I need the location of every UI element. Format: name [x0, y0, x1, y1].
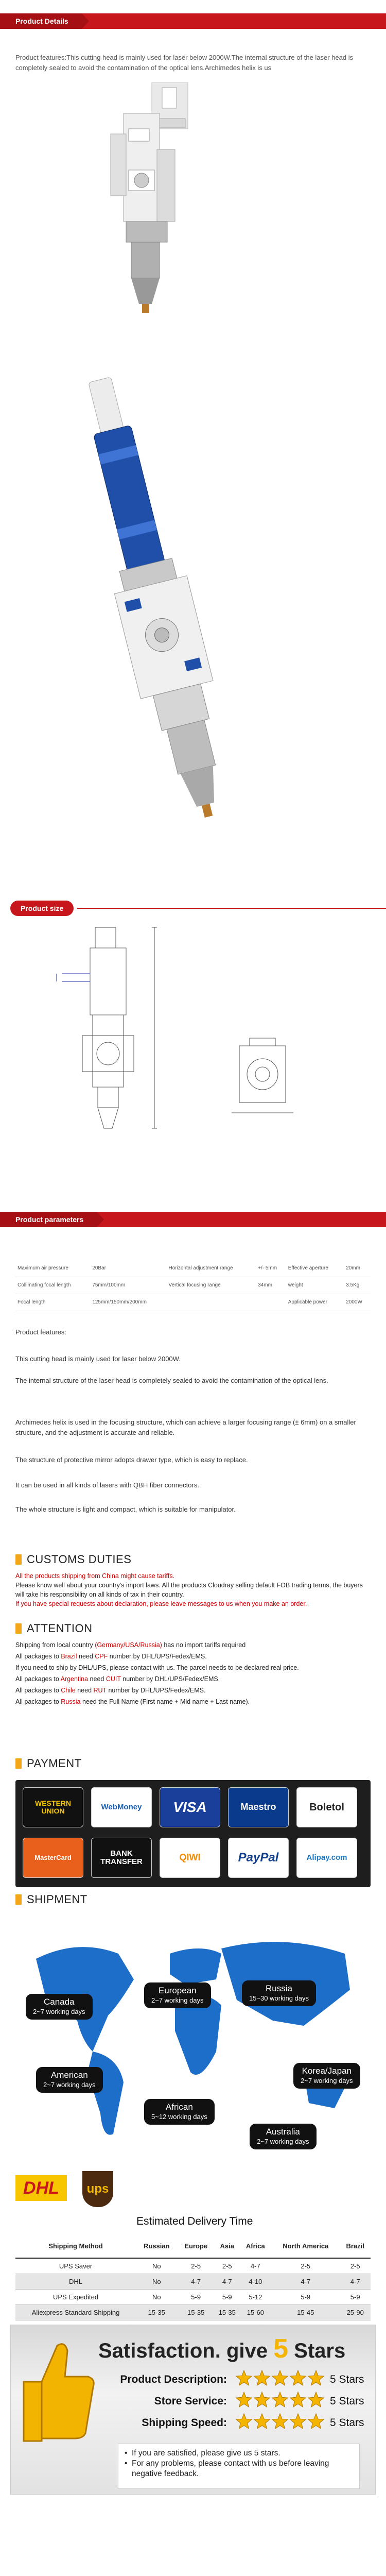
region-name: American: [50, 2070, 88, 2080]
table-cell: 4-7: [240, 2258, 272, 2274]
feedback-note: [118, 2444, 360, 2489]
customs-request: If you have special requests about declaration, please leave messages to us when you make an order.: [15, 1600, 307, 1607]
rating-value: 5 Stars: [330, 2417, 364, 2429]
delivery-title: Estimated Delivery Time: [136, 2215, 253, 2227]
table-header-row: [15, 2234, 371, 2258]
param-cell: +/- 5mm: [256, 1260, 286, 1277]
feature-item: The structure of protective mirror adopts drawer type, which is easy to replace.: [15, 1456, 248, 1464]
stars-graphic: [235, 2391, 327, 2410]
region-name: Russia: [266, 1984, 292, 1993]
table-cell: 4-7: [340, 2274, 371, 2289]
shipment-map: [15, 1918, 371, 2157]
star-rating: [235, 2413, 327, 2433]
table-row: [15, 1294, 371, 1311]
customs-body: Please know well about your country's import laws. All the products Cloudray selling default FOB trading terms, the buyers will take his responsibility on all kinds of tax in their country.: [15, 1582, 363, 1598]
star-icon: [272, 2414, 288, 2429]
intro-text: Product features:This cutting head is mainly used for laser below 2000W.The internal structure of the laser head is completely sealed to avoid the contamination of the optical lens.Archimedes helix is us: [15, 54, 354, 72]
satisfaction-title: [98, 2333, 345, 2364]
column-header: Africa: [240, 2234, 272, 2258]
customs-title: CUSTOMS DUTIES: [27, 1553, 132, 1566]
star-icon: [272, 2392, 288, 2407]
table-cell: 4-7: [271, 2274, 340, 2289]
star-icon: [236, 2392, 252, 2407]
table-cell: 15-45: [271, 2304, 340, 2320]
attention-text: All packages to: [15, 1698, 61, 1705]
attention-line: [15, 1663, 376, 1672]
table-cell: Aliexpress Standard Shipping: [15, 2304, 136, 2320]
param-cell: Horizontal adjustment range: [167, 1260, 256, 1277]
column-header: North America: [271, 2234, 340, 2258]
region-australia: [250, 2124, 317, 2149]
satisfaction-title-text: Satisfaction. give: [98, 2340, 268, 2362]
product-details-banner: [0, 13, 386, 29]
customs-warning: All the products shipping from China might cause tariffs.: [15, 1572, 174, 1580]
region-days: 2~7 working days: [43, 2081, 96, 2089]
table-row: [15, 1260, 371, 1277]
satisfaction-five: 5: [273, 2334, 289, 2364]
table-cell: 4-7: [177, 2274, 214, 2289]
table-cell: 15-35: [136, 2304, 177, 2320]
attention-highlight: Brazil: [61, 1653, 77, 1660]
satisfaction-panel: [10, 2325, 376, 2495]
region-name: Korea/Japan: [302, 2066, 352, 2076]
attention-line: [15, 1674, 376, 1684]
table-cell: UPS Expedited: [15, 2289, 136, 2304]
attention-line: [15, 1652, 376, 1661]
region-korea-japan: [293, 2063, 360, 2089]
star-icon: [236, 2370, 252, 2385]
table-cell: 2-5: [271, 2258, 340, 2274]
product-parameters-title: Product parameters: [0, 1212, 97, 1227]
star-icon: [290, 2392, 306, 2407]
section-marker: [15, 1894, 22, 1905]
attention-highlight: Russia: [61, 1698, 81, 1705]
attention-highlight: CPF: [95, 1653, 108, 1660]
dimension-drawing: [51, 922, 350, 1139]
star-icon: [308, 2370, 324, 2385]
webmoney-logo: WebMoney: [91, 1787, 152, 1827]
alipay-logo: Alipay.com: [296, 1838, 357, 1878]
attention-text: All packages to: [15, 1653, 61, 1660]
western-union-logo: WESTERN UNION: [23, 1787, 83, 1827]
rating-value: 5 Stars: [330, 2395, 364, 2407]
product-details-title: Product Details: [0, 13, 82, 29]
region-name: Australia: [266, 2127, 300, 2137]
product-photo-top: [106, 82, 208, 314]
mastercard-logo: MasterCard: [23, 1838, 83, 1878]
param-cell: Maximum air pressure: [15, 1260, 90, 1277]
table-cell: DHL: [15, 2274, 136, 2289]
ups-logo: ups: [82, 2171, 113, 2207]
star-icon: [254, 2370, 270, 2385]
attention-highlight: Chile: [61, 1687, 76, 1694]
param-cell: [167, 1294, 256, 1311]
param-cell: Collimating focal length: [15, 1277, 90, 1294]
region-name: African: [165, 2102, 193, 2112]
star-icon: [254, 2392, 270, 2407]
features-heading: Product features:: [15, 1328, 66, 1336]
table-cell: 5-9: [215, 2289, 240, 2304]
column-header: Europe: [177, 2234, 214, 2258]
table-cell: 2-5: [340, 2258, 371, 2274]
table-cell: 5-12: [240, 2289, 272, 2304]
param-cell: Vertical focusing range: [167, 1277, 256, 1294]
attention-highlight: (Germany/USA/Russia): [95, 1641, 162, 1649]
rating-label: Shipping Speed:: [142, 2417, 227, 2429]
param-cell: 125mm/150mm/200mm: [90, 1294, 166, 1311]
dhl-logo: DHL: [15, 2175, 67, 2201]
region-days: 2~7 working days: [151, 1996, 204, 2004]
shipment-heading: [15, 1892, 371, 1907]
attention-highlight: RUT: [93, 1687, 107, 1694]
region-african: [144, 2099, 215, 2125]
table-cell: No: [136, 2258, 177, 2274]
attention-text: has no import tariffs required: [162, 1641, 246, 1649]
region-canada: [26, 1994, 93, 2020]
rating-label: Store Service:: [154, 2395, 227, 2407]
table-row: [15, 2274, 371, 2289]
parameters-table: [15, 1260, 371, 1311]
param-cell: 20mm: [344, 1260, 371, 1277]
param-cell: 20Bar: [90, 1260, 166, 1277]
region-days: 2~7 working days: [301, 2077, 353, 2084]
attention-highlight: CUIT: [106, 1675, 121, 1683]
region-american: [36, 2067, 103, 2093]
delivery-table: [15, 2234, 371, 2320]
table-cell: 25-90: [340, 2304, 371, 2320]
section-marker: [15, 1758, 22, 1769]
attention-text: need the Full Name (First name + Mid name + Last name).: [80, 1698, 250, 1705]
boleto-logo: Boletol: [296, 1787, 357, 1827]
param-cell: [256, 1294, 286, 1311]
table-cell: 4-7: [215, 2274, 240, 2289]
attention-text: number by DHL/UPS/Fedex/EMS.: [108, 1653, 207, 1660]
section-marker: [15, 1554, 22, 1565]
region-days: 5~12 working days: [151, 2113, 207, 2121]
star-icon: [254, 2414, 270, 2429]
star-icon: [290, 2370, 306, 2385]
region-russia: [242, 1980, 316, 2006]
attention-text: number by DHL/UPS/Fedex/EMS.: [106, 1687, 206, 1694]
bank-transfer-logo: BANK TRANSFER: [91, 1838, 152, 1878]
region-name: Canada: [43, 1997, 75, 2007]
attention-highlight: Argentina: [60, 1675, 89, 1683]
star-icon: [290, 2414, 306, 2429]
satisfaction-stars-word: Stars: [294, 2340, 346, 2362]
attention-text: number by DHL/UPS/Fedex/EMS.: [120, 1675, 220, 1683]
star-icon: [236, 2414, 252, 2429]
region-days: 15~30 working days: [249, 1994, 309, 2002]
region-name: European: [158, 1986, 197, 1995]
customs-heading: [15, 1552, 371, 1567]
rating-row-shipping: [119, 2413, 366, 2433]
feature-item: It can be used in all kinds of lasers with QBH fiber connectors.: [15, 1481, 199, 1489]
table-cell: UPS Saver: [15, 2258, 136, 2274]
section-marker: [15, 1623, 22, 1634]
column-header: Shipping Method: [15, 2234, 136, 2258]
attention-heading: [15, 1621, 371, 1636]
region-days: 2~7 working days: [33, 2008, 85, 2015]
visa-logo: VISA: [160, 1787, 220, 1827]
attention-line: [15, 1640, 376, 1650]
param-cell: Focal length: [15, 1294, 90, 1311]
attention-text: Shipping from local country: [15, 1641, 95, 1649]
product-size-title: Product size: [10, 901, 74, 916]
star-icon: [308, 2414, 324, 2429]
note-item: • For any problems, please contact with us before leaving negative feedback.: [125, 2459, 353, 2479]
table-row: [15, 1277, 371, 1294]
paypal-logo: PayPal: [228, 1838, 289, 1878]
attention-text: need: [77, 1653, 95, 1660]
stars-graphic: [235, 2413, 327, 2431]
attention-text: need: [75, 1687, 94, 1694]
product-size-divider: [77, 908, 386, 909]
star-icon: [308, 2392, 324, 2407]
qiwi-logo: QIWI: [160, 1838, 220, 1878]
rating-row-description: [119, 2369, 366, 2390]
feature-item: This cutting head is mainly used for laser below 2000W.: [15, 1355, 181, 1363]
param-cell: 2000W: [344, 1294, 371, 1311]
param-cell: Applicable power: [286, 1294, 344, 1311]
region-days: 2~7 working days: [257, 2138, 309, 2145]
table-cell: No: [136, 2274, 177, 2289]
param-cell: 34mm: [256, 1277, 286, 1294]
table-row: [15, 2289, 371, 2304]
param-cell: 75mm/100mm: [90, 1277, 166, 1294]
table-cell: 5-9: [340, 2289, 371, 2304]
thumbs-up-icon: [21, 2335, 98, 2444]
column-header: Russian: [136, 2234, 177, 2258]
table-cell: 5-9: [271, 2289, 340, 2304]
star-rating: [235, 2391, 327, 2411]
rating-label: Product Description:: [120, 2374, 227, 2385]
attention-text: All packages to: [15, 1675, 61, 1683]
attention-text: All packages to: [15, 1687, 61, 1694]
star-icon: [272, 2370, 288, 2385]
table-cell: No: [136, 2289, 177, 2304]
column-header: Brazil: [340, 2234, 371, 2258]
shipment-title: SHIPMENT: [27, 1893, 87, 1906]
table-cell: 15-60: [240, 2304, 272, 2320]
payment-heading: [15, 1756, 371, 1771]
feature-item: The internal structure of the laser head is completely sealed to avoid the contamination of the optical lens.: [15, 1377, 328, 1384]
table-cell: 4-10: [240, 2274, 272, 2289]
attention-text: need: [88, 1675, 106, 1683]
payment-title: PAYMENT: [27, 1757, 82, 1770]
attention-text: If you need to ship by DHL/UPS, please contact with us. The parcel needs to be declared real price.: [15, 1664, 299, 1671]
table-cell: 15-35: [177, 2304, 214, 2320]
table-cell: 2-5: [177, 2258, 214, 2274]
stars-graphic: [235, 2369, 327, 2388]
attention-line: [15, 1697, 376, 1706]
feature-item: The whole structure is light and compact, which is suitable for manipulator.: [15, 1505, 236, 1513]
param-cell: weight: [286, 1277, 344, 1294]
region-european: [144, 1982, 211, 2008]
param-cell: Effective aperture: [286, 1260, 344, 1277]
attention-line: [15, 1686, 376, 1695]
maestro-logo: Maestro: [228, 1787, 289, 1827]
column-header: Asia: [215, 2234, 240, 2258]
note-item: • If you are satisfied, please give us 5 stars.: [125, 2448, 353, 2459]
rating-row-service: [119, 2391, 366, 2412]
star-rating: [235, 2369, 327, 2389]
table-cell: 2-5: [215, 2258, 240, 2274]
table-cell: 5-9: [177, 2289, 214, 2304]
payment-panel: [15, 1780, 371, 1887]
rating-value: 5 Stars: [330, 2374, 364, 2385]
table-row: [15, 2304, 371, 2320]
product-photo-angled: [77, 368, 232, 863]
table-cell: 15-35: [215, 2304, 240, 2320]
product-parameters-banner: [0, 1212, 386, 1227]
attention-title: ATTENTION: [27, 1622, 93, 1635]
param-cell: 3.5Kg: [344, 1277, 371, 1294]
feature-item: Archimedes helix is used in the focusing structure, which can achieve a larger focusing range (± 6mm) on a smaller structure, and the adjustment is accurate and reliable.: [15, 1418, 356, 1436]
table-row: [15, 2258, 371, 2274]
